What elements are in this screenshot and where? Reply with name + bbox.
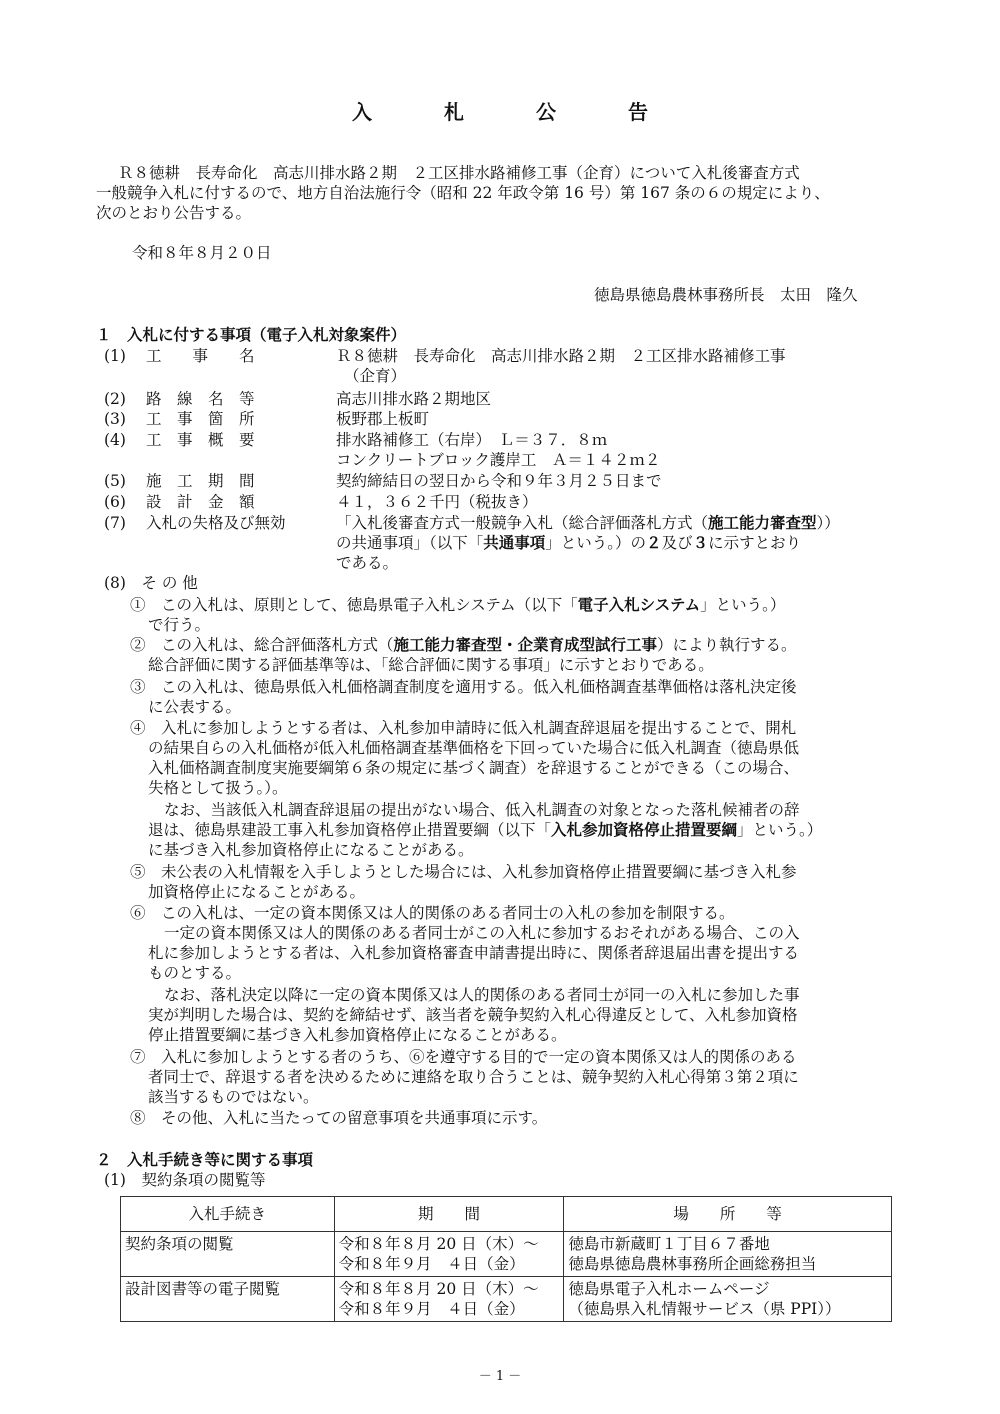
item-value: 契約締結日の翌日から令和９年３月２５日まで (336, 472, 662, 490)
notice-date: 令和８年８月２０日 (132, 244, 272, 262)
procedure-name: 契約条項の閲覧 (121, 1232, 335, 1277)
para-5-line-1: ⑤ 未公表の入札情報を入手しようとした場合には、入札参加資格停止措置要綱に基づき入札参 (130, 863, 797, 881)
item-number: (5) (104, 472, 126, 490)
intro-line-2: 一般競争入札に付するので、地方自治法施行令（昭和 22 年政令第 16 号）第 167 条の６の規定により、 (96, 184, 830, 202)
page-title: 入 札 公 告 (352, 100, 674, 124)
item-7-line-3: である。 (336, 554, 399, 572)
para-6-line-1: ⑥ この入札は、一定の資本関係又は人的関係のある者同士の入札の参加を制限する。 (130, 904, 735, 922)
para-6-line-5: なお、落札決定以降に一定の資本関係又は人的関係のある者同士が同一の入札に参加した事 (164, 986, 800, 1004)
item-label: 設 計 金 額 (146, 493, 255, 511)
table-header-cell: 場 所 等 (564, 1197, 892, 1232)
para-4-line-2: の結果自らの入札価格が低入札価格調査基準価格を下回っていた場合に低入札調査（徳島県低 (148, 739, 800, 757)
item-label: 路 線 名 等 (146, 390, 255, 408)
item-value: （企育） (344, 367, 407, 385)
para-3-line-2: に公表する。 (148, 698, 242, 716)
procedure-name: 設計図書等の電子閲覧 (121, 1277, 335, 1322)
emphasis-text: 電子入札システム (577, 596, 701, 614)
item-value: 排水路補修工（右岸） Ｌ＝３７．８ｍ (336, 431, 608, 449)
para-6-line-6: 実が判明した場合は、契約を締結せず、該当者を競争契約入札心得違反として、入札参加資格 (148, 1006, 798, 1024)
procedure-table (120, 1196, 892, 1322)
item-8-label: (8) そ の 他 (104, 574, 198, 592)
para-6-line-7: 停止措置要綱に基づき入札参加資格停止になることがある。 (148, 1026, 567, 1044)
para-4-line-4: 失格として扱う。）。 (148, 779, 288, 797)
para-4-line-7: に基づき入札参加資格停止になることがある。 (148, 841, 474, 859)
para-4-line-6: 退は、徳島県建設工事入札参加資格停止措置要綱（以下「入札参加資格停止措置要綱」という。） (148, 821, 823, 839)
procedure-period: 令和８年８月 20 日（木）～ 令和８年９月 ４日（金） (334, 1277, 564, 1322)
item-value: コンクリートブロック護岸工 Ａ＝１４２ｍ２ (336, 451, 661, 469)
table-row (121, 1277, 892, 1322)
item-label: 工 事 概 要 (146, 431, 255, 449)
item-number: (2) (104, 390, 126, 408)
item-label: 工 事 名 (146, 347, 255, 365)
para-4-line-5: なお、当該低入札調査辞退届の提出がない場合、低入札調査の対象となった落札候補者の辞 (164, 801, 800, 819)
intro-line-3: 次のとおり公告する。 (96, 204, 252, 222)
section-1-heading: １ 入札に付する事項（電子入札対象案件） (96, 326, 407, 344)
procedure-place: 徳島県電子入札ホームページ （徳島県入札情報サービス（県 PPI）） (564, 1277, 892, 1322)
para-3-line-1: ③ この入札は、徳島県低入札価格調査制度を適用する。低入札価格調査基準価格は落札決定後 (130, 678, 797, 696)
emphasis-text: 入札参加資格停止措置要綱 (551, 821, 738, 839)
table-header-cell: 入札手続き (121, 1197, 335, 1232)
page-number: － 1 － (478, 1369, 522, 1384)
item-number: (6) (104, 493, 126, 511)
para-7-line-3: 該当するものではない。 (148, 1088, 319, 1106)
para-6-line-2: 一定の資本関係又は人的関係のある者同士がこの入札に参加するおそれがある場合、この入 (164, 924, 800, 942)
table-header-row (121, 1197, 892, 1232)
para-4-line-1: ④ 入札に参加しようとする者は、入札参加申請時に低入札調査辞退届を提出することで、開札 (130, 719, 797, 737)
para-7-line-2: 者同士で、辞退する者を決めるために連絡を取り合うことは、競争契約入札心得第３第２項に (148, 1068, 799, 1086)
para-2-line-1: ② この入札は、総合評価落札方式（施工能力審査型・企業育成型試行工事）により執行する。 (130, 636, 797, 654)
item-number: (4) (104, 431, 126, 449)
para-4-line-3: 入札価格調査制度実施要綱第６条の規定に基づく調査）を辞退することができる（この場合、 (148, 759, 800, 777)
section-2-heading: ２ 入札手続き等に関する事項 (96, 1151, 314, 1169)
emphasis-text: ２ (646, 534, 662, 552)
para-7-line-1: ⑦ 入札に参加しようとする者のうち、⑥を遵守する目的で一定の資本関係又は人的関係のある (130, 1048, 797, 1066)
item-value: 高志川排水路２期地区 (336, 390, 492, 408)
para-1-line-1: ① この入札は、原則として、徳島県電子入札システム（以下「電子入札システム」という。） (130, 596, 786, 614)
procedure-place: 徳島市新蔵町１丁目６７番地 徳島県徳島農林事務所企画総務担当 (564, 1232, 892, 1277)
item-7-label: 入札の失格及び無効 (146, 514, 286, 532)
para-2-line-2: 総合評価に関する評価基準等は、「総合評価に関する事項」に示すとおりである。 (148, 656, 714, 674)
procedure-period: 令和８年８月 20 日（木）～ 令和８年９月 ４日（金） (334, 1232, 564, 1277)
item-7-line-2: の共通事項」（以下「共通事項」という。）の２及び３に示すとおり (336, 534, 802, 552)
table-row (121, 1232, 892, 1277)
intro-line-1: Ｒ８徳耕 長寿命化 高志川排水路２期 ２工区排水路補修工事（企育）について入札後審査方式 (118, 164, 800, 182)
item-value: Ｒ８徳耕 長寿命化 高志川排水路２期 ２工区排水路補修工事 (336, 347, 786, 365)
section-2-sub-1: (1) 契約条項の閲覧等 (104, 1171, 266, 1189)
emphasis-text: 施工能力審査型 (708, 514, 817, 532)
emphasis-text: ３ (692, 534, 709, 552)
item-number: (3) (104, 410, 126, 428)
para-8-line-1: ⑧ その他、入札に当たっての留意事項を共通事項に示す。 (130, 1109, 548, 1127)
item-value: ４１，３６２千円（税抜き） (336, 493, 538, 511)
emphasis-text: 共通事項 (483, 534, 546, 552)
table-header-cell: 期 間 (334, 1197, 564, 1232)
para-6-line-3: 札に参加しようとする者は、入札参加資格審査申請書提出時に、関係者辞退届出書を提出する (148, 944, 800, 962)
para-1-line-2: で行う。 (148, 616, 211, 634)
item-7-line-1: 「入札後審査方式一般競争入札（総合評価落札方式（施工能力審査型）） (336, 514, 840, 532)
item-7-num: (7) (104, 514, 126, 532)
item-value: 板野郡上板町 (336, 410, 430, 428)
item-label: 工 事 箇 所 (146, 410, 255, 428)
para-6-line-4: ものとする。 (148, 964, 242, 982)
item-label: 施 工 期 間 (146, 472, 255, 490)
item-number: (1) (104, 347, 126, 365)
issuer-name: 徳島県徳島農林事務所長 太田 隆久 (594, 286, 858, 304)
emphasis-text: 施工能力審査型・企業育成型試行工事 (393, 636, 658, 654)
para-5-line-2: 加資格停止になることがある。 (148, 883, 366, 901)
